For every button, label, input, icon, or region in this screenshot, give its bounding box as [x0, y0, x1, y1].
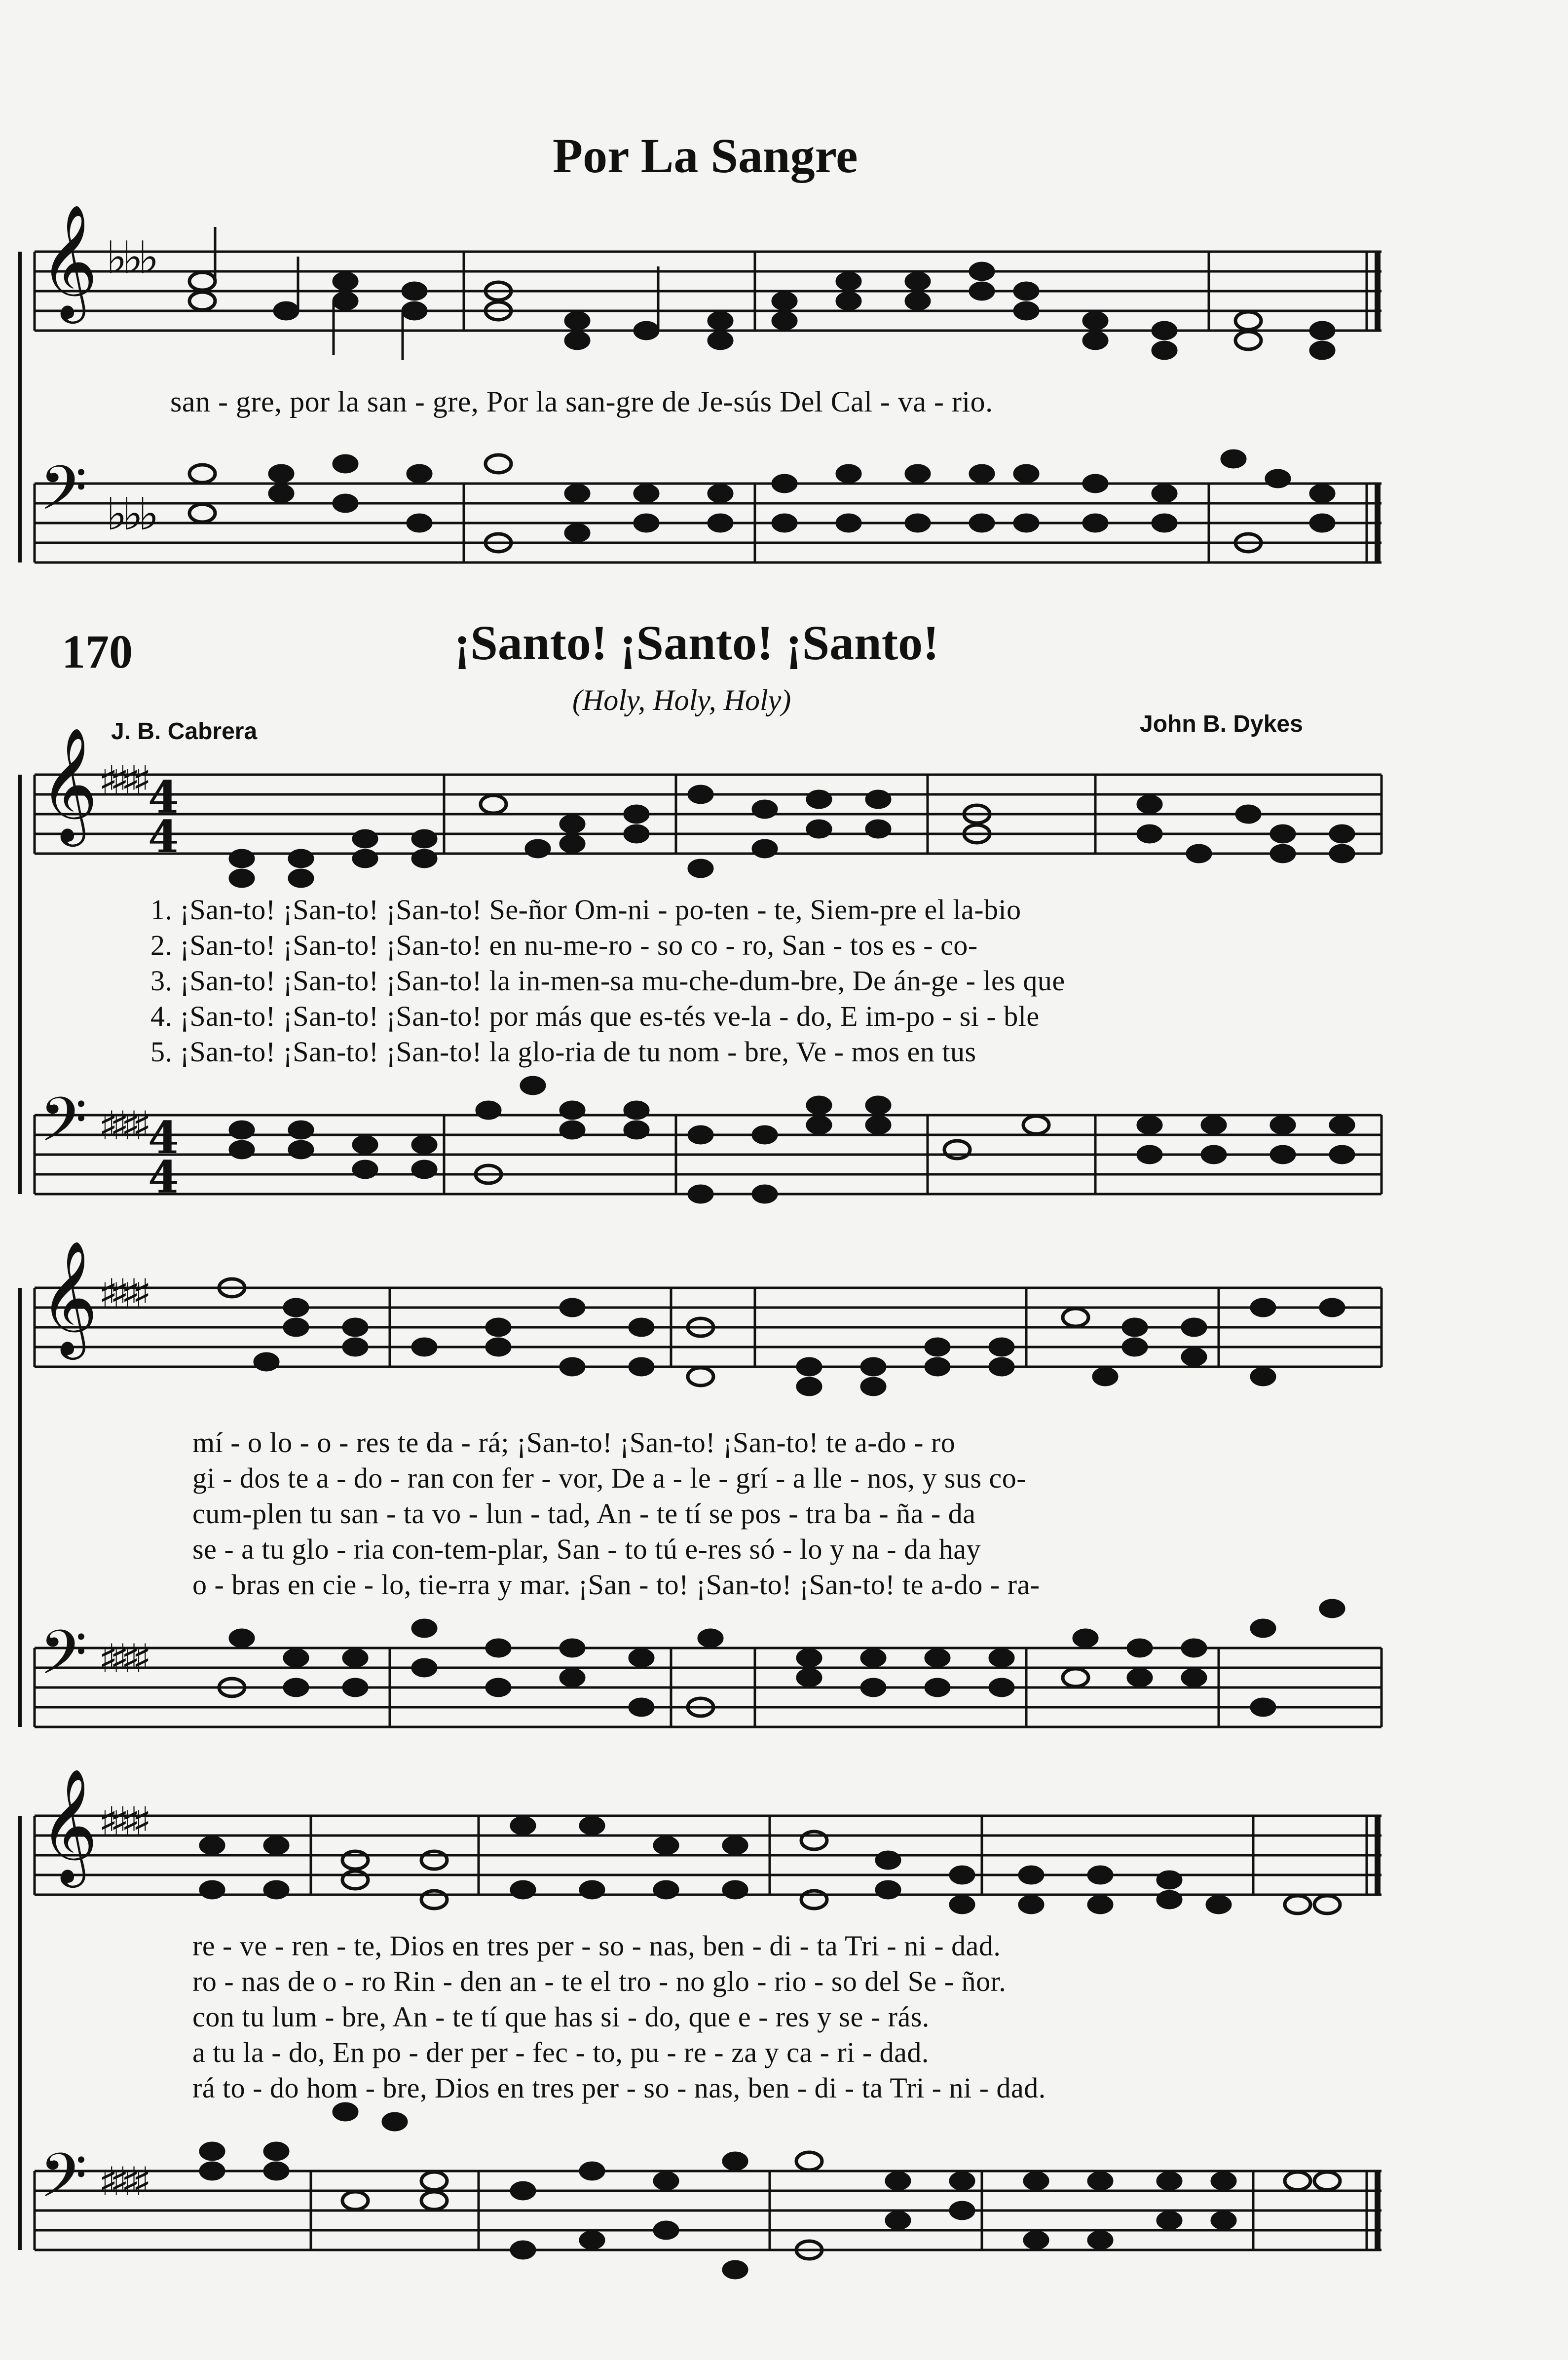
verse-line: 4. ¡San-to! ¡San-to! ¡San-to! por más que es-tés ve-la - do, E im-po - si - ble: [150, 1000, 1040, 1032]
key-signature-sharps: ♯♯♯♯: [99, 1271, 144, 1316]
key-signature-sharps: ♯♯♯♯: [99, 1636, 144, 1682]
key-signature-flats: ♭♭♭: [106, 232, 154, 284]
treble-clef-icon: 𝄞: [39, 727, 98, 842]
treble-clef-icon: 𝄞: [39, 204, 98, 319]
verse-line: rá to - do hom - bre, Dios en tres per - so - nas, ben - di - ta Tri - ni - dad.: [192, 2072, 1046, 2104]
bass-clef-icon: 𝄢: [39, 1617, 87, 1703]
verse-line: a tu la - do, En po - der per - fec - to, pu - re - za y ca - ri - dad.: [192, 2036, 929, 2068]
system2-lyrics: [192, 1426, 1377, 1613]
composer-credit: John B. Dykes: [1140, 711, 1303, 737]
top-hymn-lyric: san - gre, por la san - gre, Por la san-gre de Je-sús Del Cal - va - rio.: [170, 385, 993, 418]
verse-line: 2. ¡San-to! ¡San-to! ¡San-to! en nu-me-ro - so co - ro, San - tos es - co-: [150, 929, 978, 961]
key-signature-sharps: ♯♯♯♯: [99, 757, 144, 803]
top-treble-notes: [189, 227, 1334, 360]
system1-lyrics: [150, 893, 1379, 1081]
verse-line: gi - dos te a - do - ran con fer - vor, De a - le - grí - a lle - nos, y sus co-: [192, 1462, 1027, 1494]
verse-line: o - bras en cie - lo, tie-rra y mar. ¡San - to! ¡San-to! ¡San-to! te a-do - ra-: [192, 1569, 1040, 1601]
verse-line: se - a tu glo - ria con-tem-plar, San - to tú e-res só - lo y na - da hay: [192, 1533, 981, 1565]
system3-lyrics: [192, 1929, 1377, 2117]
key-signature-flats: ♭♭♭: [106, 488, 154, 540]
svg-text:4: 4: [148, 1112, 179, 1164]
bass-clef-icon: 𝄢: [39, 1085, 87, 1170]
svg-text:4: 4: [148, 1151, 179, 1203]
hymn-subtitle: (Holy, Holy, Holy): [572, 684, 791, 716]
key-signature-sharps: ♯♯♯♯: [99, 1798, 144, 1844]
verse-line: ro - nas de o - ro Rin - den an - te el tro - no glo - rio - so del Se - ñor.: [192, 1965, 1007, 1997]
key-signature-sharps: ♯♯♯♯: [99, 2159, 144, 2205]
svg-text:4: 4: [148, 771, 179, 824]
verse-line: 5. ¡San-to! ¡San-to! ¡San-to! la glo-ria de tu nom - bre, Ve - mos en tus: [150, 1036, 976, 1068]
key-signature-sharps: ♯♯♯♯: [99, 1103, 144, 1149]
verse-line: con tu lum - bre, An - te tí que has si - do, que e - res y se - rás.: [192, 2001, 930, 2033]
verse-line: 1. ¡San-to! ¡San-to! ¡San-to! Se-ñor Om-ni - po-ten - te, Siem-pre el la-bio: [150, 894, 1021, 926]
hymn-number: 170: [62, 625, 133, 678]
lyricist-credit: J. B. Cabrera: [111, 718, 258, 745]
top-bass-notes: [189, 450, 1334, 552]
treble-clef-icon: 𝄞: [39, 1768, 98, 1883]
bass-clef-icon: 𝄢: [39, 453, 87, 539]
bass-clef-icon: 𝄢: [39, 2140, 87, 2226]
verse-line: cum-plen tu san - ta vo - lun - tad, An - te tí se pos - tra ba - ña - da: [192, 1498, 976, 1530]
treble-clef-icon: 𝄞: [39, 1240, 98, 1355]
verse-line: 3. ¡San-to! ¡San-to! ¡San-to! la in-men-sa mu-che-dum-bre, De án-ge - les que: [150, 965, 1065, 997]
top-hymn-title: Por La Sangre: [553, 128, 858, 183]
verse-line: re - ve - ren - te, Dios en tres per - so - nas, ben - di - ta Tri - ni - dad.: [192, 1930, 1001, 1962]
svg-text:4: 4: [148, 811, 179, 863]
verse-line: mí - o lo - o - res te da - rá; ¡San-to! ¡San-to! ¡San-to! te a-do - ro: [192, 1426, 956, 1459]
hymn-title: ¡Santo! ¡Santo! ¡Santo!: [454, 615, 939, 670]
